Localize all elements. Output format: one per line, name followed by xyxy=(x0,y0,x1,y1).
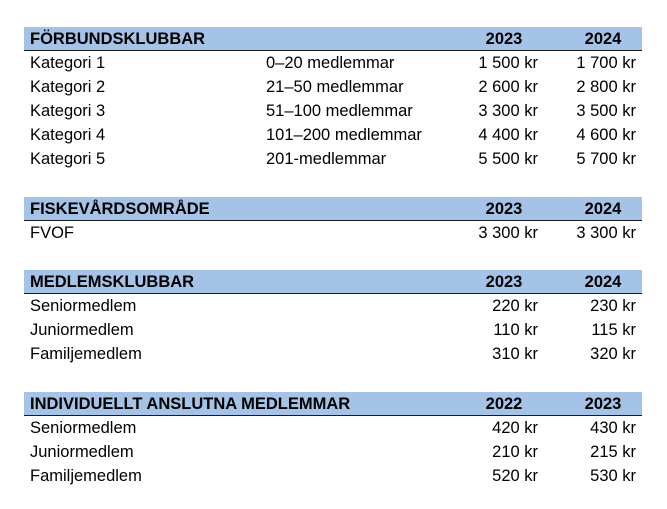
row-name: Kategori 4 xyxy=(30,126,106,144)
row-value-1: 110 kr xyxy=(493,321,538,339)
section-title: FÖRBUNDSKLUBBAR xyxy=(30,30,206,48)
section-title: INDIVIDUELLT ANSLUTNA MEDLEMMAR xyxy=(30,395,351,413)
section-fiskevardsomrade xyxy=(24,197,642,245)
row-value-1: 5 500 kr xyxy=(478,150,538,168)
row-value-2: 2 800 kr xyxy=(576,78,636,96)
row-name: Juniormedlem xyxy=(30,321,134,339)
table-row xyxy=(24,464,642,488)
column-year-1: 2023 xyxy=(485,30,523,48)
row-value-2: 4 600 kr xyxy=(576,126,636,144)
column-year-2: 2024 xyxy=(584,273,622,291)
table-row xyxy=(24,99,642,123)
row-value-2: 320 kr xyxy=(590,345,636,363)
section-header xyxy=(24,27,642,51)
table-row xyxy=(24,342,642,366)
row-value-1: 220 kr xyxy=(492,297,538,315)
column-year-2: 2024 xyxy=(584,30,622,48)
section-forbundsklubbar xyxy=(24,27,642,171)
row-name: Juniormedlem xyxy=(30,443,134,461)
section-title: MEDLEMSKLUBBAR xyxy=(30,273,195,291)
row-name: Kategori 5 xyxy=(30,150,106,168)
table-row xyxy=(24,294,642,318)
row-range: 21–50 medlemmar xyxy=(266,78,404,96)
row-value-1: 420 kr xyxy=(492,419,538,437)
column-year-1: 2022 xyxy=(485,395,523,413)
row-range: 51–100 medlemmar xyxy=(266,102,413,120)
row-value-1: 310 kr xyxy=(492,345,538,363)
section-individuellt-anslutna xyxy=(24,392,642,488)
row-value-2: 1 700 kr xyxy=(576,54,636,72)
row-value-1: 1 500 kr xyxy=(478,54,538,72)
row-value-2: 3 300 kr xyxy=(576,224,636,242)
row-range: 0–20 medlemmar xyxy=(266,54,395,72)
section-title: FISKEVÅRDSOMRÅDE xyxy=(30,200,210,218)
column-year-1: 2023 xyxy=(485,273,523,291)
row-name: Seniormedlem xyxy=(30,419,137,437)
table-row xyxy=(24,440,642,464)
table-row xyxy=(24,147,642,171)
table-row xyxy=(24,75,642,99)
row-name: FVOF xyxy=(30,224,74,242)
row-name: Kategori 2 xyxy=(30,78,106,96)
row-name: Familjemedlem xyxy=(30,467,142,485)
section-medlemsklubbar xyxy=(24,270,642,366)
section-header xyxy=(24,270,642,294)
row-value-1: 3 300 kr xyxy=(478,102,538,120)
row-value-1: 520 kr xyxy=(492,467,538,485)
row-value-1: 2 600 kr xyxy=(478,78,538,96)
column-year-2: 2024 xyxy=(584,200,622,218)
row-value-1: 210 kr xyxy=(492,443,538,461)
row-value-2: 530 kr xyxy=(590,467,636,485)
row-name: Kategori 3 xyxy=(30,102,106,120)
row-value-2: 115 kr xyxy=(591,321,636,339)
table-row xyxy=(24,51,642,75)
row-value-1: 3 300 kr xyxy=(478,224,538,242)
row-value-1: 4 400 kr xyxy=(478,126,538,144)
row-name: Kategori 1 xyxy=(30,54,106,72)
row-value-2: 430 kr xyxy=(590,419,636,437)
row-value-2: 230 kr xyxy=(590,297,636,315)
table-row xyxy=(24,318,642,342)
row-value-2: 3 500 kr xyxy=(576,102,636,120)
row-range: 201-medlemmar xyxy=(266,150,387,168)
table-row xyxy=(24,221,642,245)
section-header xyxy=(24,197,642,221)
row-name: Familjemedlem xyxy=(30,345,142,363)
section-header xyxy=(24,392,642,416)
table-row xyxy=(24,123,642,147)
column-year-1: 2023 xyxy=(485,200,523,218)
row-value-2: 215 kr xyxy=(590,443,636,461)
row-value-2: 5 700 kr xyxy=(576,150,636,168)
row-range: 101–200 medlemmar xyxy=(266,126,422,144)
table-row xyxy=(24,416,642,440)
column-year-2: 2023 xyxy=(584,395,622,413)
row-name: Seniormedlem xyxy=(30,297,137,315)
